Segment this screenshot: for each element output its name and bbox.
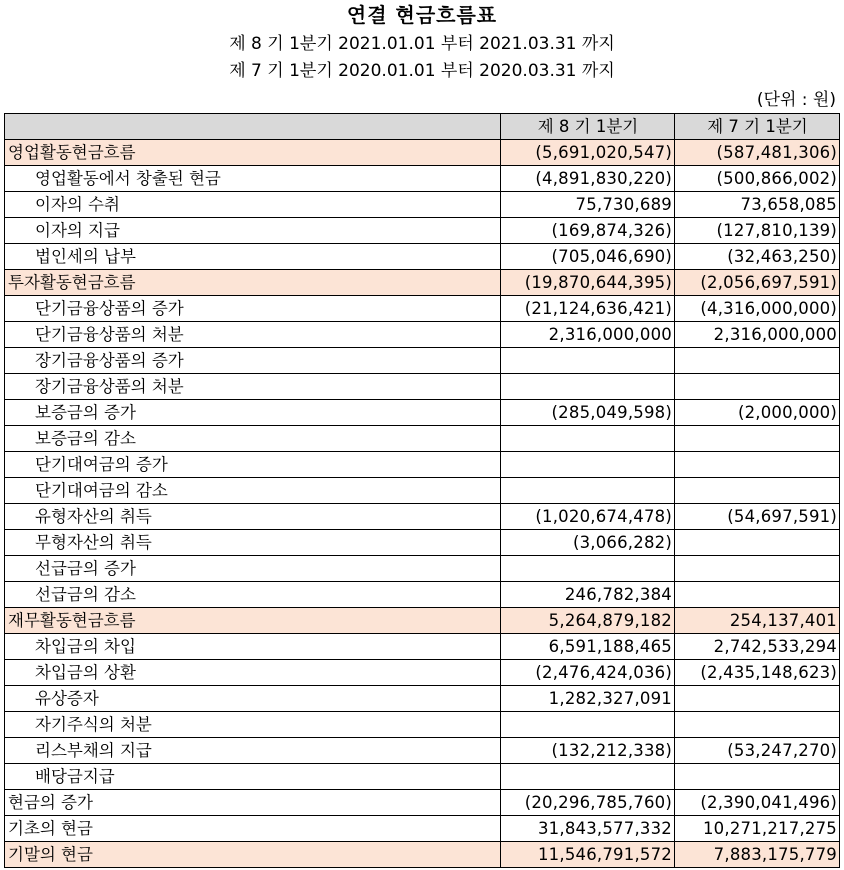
row-current-value xyxy=(501,348,675,374)
row-previous-value: (127,810,139) xyxy=(675,218,840,244)
table-row xyxy=(5,322,840,348)
row-previous-value: 2,316,000,000 xyxy=(675,322,840,348)
row-label: 기말의 현금 xyxy=(5,842,501,868)
table-row xyxy=(5,478,840,504)
table-row xyxy=(5,816,840,842)
row-current-value: 6,591,188,465 xyxy=(501,634,675,660)
row-previous-value xyxy=(675,712,840,738)
row-previous-value xyxy=(675,426,840,452)
table-row xyxy=(5,192,840,218)
row-previous-value xyxy=(675,452,840,478)
row-previous-value xyxy=(675,348,840,374)
row-previous-value xyxy=(675,530,840,556)
row-current-value: (5,691,020,547) xyxy=(501,140,675,166)
table-row xyxy=(5,504,840,530)
row-current-value xyxy=(501,764,675,790)
row-previous-value: 7,883,175,779 xyxy=(675,842,840,868)
table-row xyxy=(5,764,840,790)
row-previous-value: (54,697,591) xyxy=(675,504,840,530)
row-current-value xyxy=(501,712,675,738)
header-current-period: 제 8 기 1분기 xyxy=(501,114,675,140)
table-row xyxy=(5,842,840,868)
row-previous-value: (32,463,250) xyxy=(675,244,840,270)
row-label: 법인세의 납부 xyxy=(5,244,501,270)
row-previous-value xyxy=(675,374,840,400)
table-row xyxy=(5,660,840,686)
row-current-value xyxy=(501,426,675,452)
row-label: 보증금의 증가 xyxy=(5,400,501,426)
row-current-value: (21,124,636,421) xyxy=(501,296,675,322)
row-label: 선급금의 증가 xyxy=(5,556,501,582)
row-label: 영업활동에서 창출된 현금 xyxy=(5,166,501,192)
row-label: 장기금융상품의 증가 xyxy=(5,348,501,374)
table-row xyxy=(5,634,840,660)
table-row xyxy=(5,738,840,764)
row-label: 배당금지급 xyxy=(5,764,501,790)
row-previous-value xyxy=(675,686,840,712)
table-row xyxy=(5,296,840,322)
row-current-value: (3,066,282) xyxy=(501,530,675,556)
period-previous: 제 7 기 1분기 2020.01.01 부터 2020.03.31 까지 xyxy=(229,61,615,81)
table-row xyxy=(5,556,840,582)
cash-flow-table xyxy=(4,113,840,868)
table-row xyxy=(5,244,840,270)
row-label: 단기금융상품의 처분 xyxy=(5,322,501,348)
header-previous-period: 제 7 기 1분기 xyxy=(675,114,840,140)
row-previous-value: 73,658,085 xyxy=(675,192,840,218)
row-label: 무형자산의 취득 xyxy=(5,530,501,556)
row-current-value: (132,212,338) xyxy=(501,738,675,764)
row-current-value xyxy=(501,452,675,478)
table-row xyxy=(5,140,840,166)
table-row xyxy=(5,270,840,296)
row-label: 재무활동현금흐름 xyxy=(5,608,501,634)
row-label: 장기금융상품의 처분 xyxy=(5,374,501,400)
header-label-cell xyxy=(5,114,501,140)
row-label: 차입금의 차입 xyxy=(5,634,501,660)
row-current-value: (19,870,644,395) xyxy=(501,270,675,296)
table-header-row xyxy=(5,114,840,140)
table-row xyxy=(5,712,840,738)
table-row xyxy=(5,452,840,478)
row-previous-value: (53,247,270) xyxy=(675,738,840,764)
row-previous-value: (587,481,306) xyxy=(675,140,840,166)
row-label: 리스부채의 지급 xyxy=(5,738,501,764)
table-row xyxy=(5,400,840,426)
row-previous-value xyxy=(675,764,840,790)
row-label: 자기주식의 처분 xyxy=(5,712,501,738)
row-current-value: (169,874,326) xyxy=(501,218,675,244)
row-label: 선급금의 감소 xyxy=(5,582,501,608)
row-previous-value: (500,866,002) xyxy=(675,166,840,192)
table-row xyxy=(5,374,840,400)
table-row xyxy=(5,530,840,556)
row-current-value xyxy=(501,556,675,582)
row-label: 이자의 수취 xyxy=(5,192,501,218)
row-current-value: 2,316,000,000 xyxy=(501,322,675,348)
row-previous-value xyxy=(675,582,840,608)
row-current-value xyxy=(501,374,675,400)
row-current-value xyxy=(501,478,675,504)
period-current: 제 8 기 1분기 2021.01.01 부터 2021.03.31 까지 xyxy=(229,34,615,54)
row-label: 단기대여금의 증가 xyxy=(5,452,501,478)
row-previous-value xyxy=(675,478,840,504)
table-row xyxy=(5,790,840,816)
row-current-value: 11,546,791,572 xyxy=(501,842,675,868)
row-current-value: (705,046,690) xyxy=(501,244,675,270)
row-label: 유상증자 xyxy=(5,686,501,712)
row-previous-value: 254,137,401 xyxy=(675,608,840,634)
row-label: 기초의 현금 xyxy=(5,816,501,842)
row-label: 유형자산의 취득 xyxy=(5,504,501,530)
row-label: 단기대여금의 감소 xyxy=(5,478,501,504)
row-previous-value: (2,000,000) xyxy=(675,400,840,426)
row-current-value: (2,476,424,036) xyxy=(501,660,675,686)
row-label: 차입금의 상환 xyxy=(5,660,501,686)
row-label: 현금의 증가 xyxy=(5,790,501,816)
row-current-value: 75,730,689 xyxy=(501,192,675,218)
row-current-value: (1,020,674,478) xyxy=(501,504,675,530)
row-previous-value: (4,316,000,000) xyxy=(675,296,840,322)
table-row xyxy=(5,686,840,712)
statement-title: 연결 현금흐름표 xyxy=(346,3,498,27)
row-previous-value: (2,390,041,496) xyxy=(675,790,840,816)
row-current-value: (20,296,785,760) xyxy=(501,790,675,816)
row-current-value: 31,843,577,332 xyxy=(501,816,675,842)
row-previous-value xyxy=(675,556,840,582)
row-label: 단기금융상품의 증가 xyxy=(5,296,501,322)
row-current-value: (285,049,598) xyxy=(501,400,675,426)
row-current-value: (4,891,830,220) xyxy=(501,166,675,192)
row-label: 보증금의 감소 xyxy=(5,426,501,452)
table-row xyxy=(5,426,840,452)
row-previous-value: (2,435,148,623) xyxy=(675,660,840,686)
table-row xyxy=(5,166,840,192)
row-label: 이자의 지급 xyxy=(5,218,501,244)
row-current-value: 246,782,384 xyxy=(501,582,675,608)
table-row xyxy=(5,608,840,634)
row-current-value: 1,282,327,091 xyxy=(501,686,675,712)
row-current-value: 5,264,879,182 xyxy=(501,608,675,634)
row-previous-value: (2,056,697,591) xyxy=(675,270,840,296)
row-label: 영업활동현금흐름 xyxy=(5,140,501,166)
row-label: 투자활동현금흐름 xyxy=(5,270,501,296)
table-row xyxy=(5,218,840,244)
table-row xyxy=(5,582,840,608)
row-previous-value: 2,742,533,294 xyxy=(675,634,840,660)
table-row xyxy=(5,348,840,374)
unit-label: (단위 : 원) xyxy=(756,90,836,110)
row-previous-value: 10,271,217,275 xyxy=(675,816,840,842)
